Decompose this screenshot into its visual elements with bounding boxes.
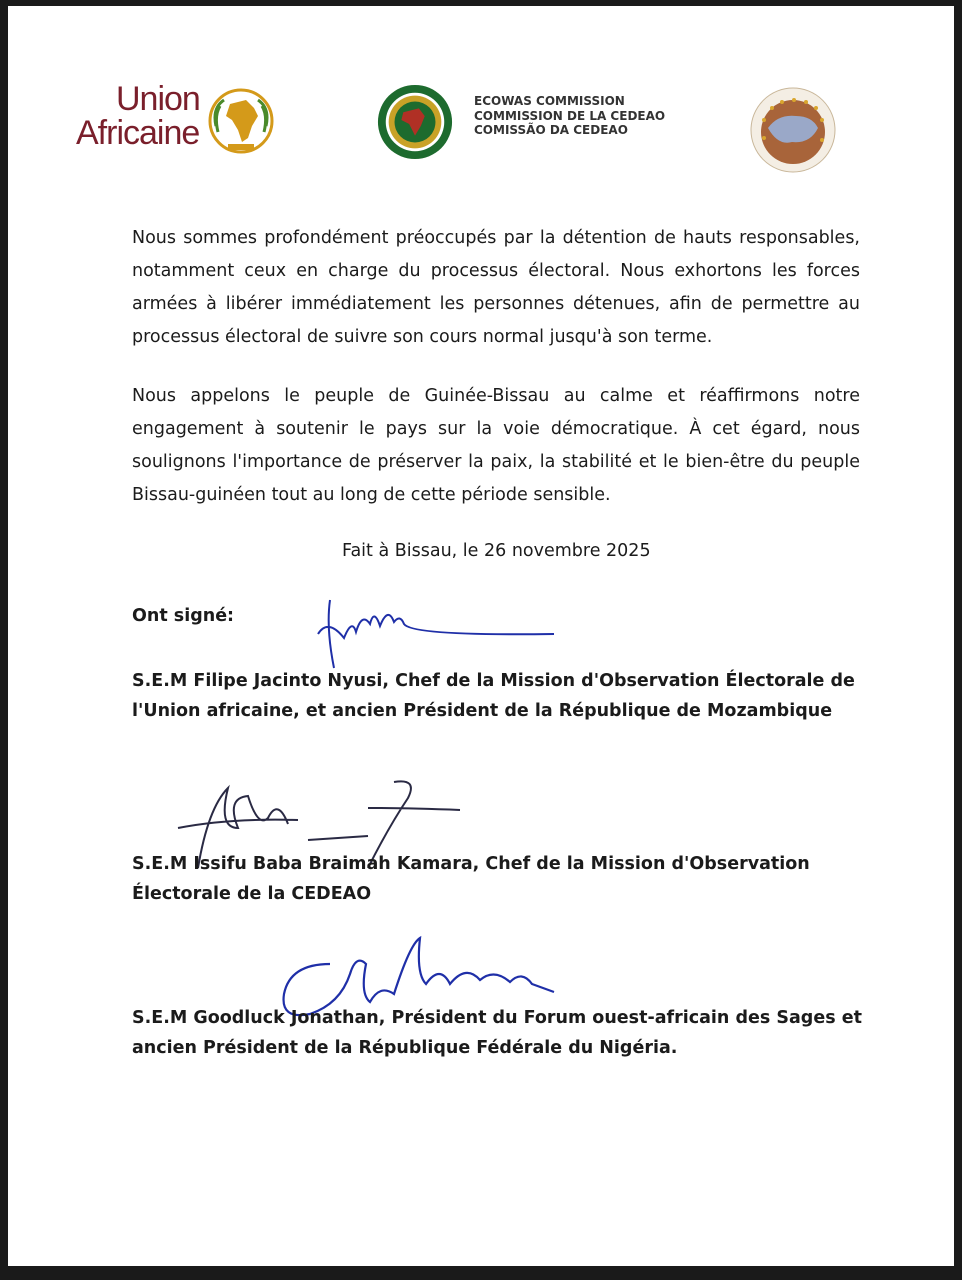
place-and-date: Fait à Bissau, le 26 novembre 2025 (342, 541, 651, 561)
signatory-kamara: S.E.M Issifu Baba Braimah Kamara, Chef de la Mission d'Observation Électorale de la CEDEAO (132, 854, 810, 904)
ecowas-commission-header: ECOWAS COMMISSION COMMISSION DE LA CEDEAO COMISSÃO DA CEDEAO (474, 94, 666, 137)
african-union-emblem-icon (206, 86, 276, 156)
west-african-elders-forum-emblem-icon (738, 78, 848, 178)
signatory-nyusi: S.E.M Filipe Jacinto Nyusi, Chef de la Mission d'Observation Électorale de l'Union africaine, et ancien Président de la République de Mozambique (132, 671, 855, 721)
ecowas-emblem-icon (376, 83, 454, 161)
african-union-logo-text: Union Africaine (76, 80, 200, 152)
paragraph-call-for-calm: Nous appelons le peuple de Guinée-Bissau au calme et réaffirmons notre engagement à soutenir le pays sur la voie démocratique. À cet égard, nous soulignons l'importance de préserver la paix, la stabilité et le bien-être du peuple Bissau-guinéen tout au long de cette période sensible. (132, 386, 860, 505)
signature-nyusi (304, 588, 564, 678)
signed-label: Ont signé: (132, 606, 235, 626)
signatory-jonathan: S.E.M Goodluck Jonathan, Président du Forum ouest-africain des Sages et ancien Président de la République Fédérale du Nigéria. (132, 1008, 862, 1058)
paragraph-detention-concern: Nous sommes profondément préoccupés par la détention de hauts responsables, notamment ceux en charge du processus électoral. Nous exhortons les forces armées à libérer immédiatement les personnes détenues, afin de permettre au processus électoral de suivre son cours normal jusqu'à son terme. (132, 228, 860, 347)
document-page (8, 6, 954, 1266)
